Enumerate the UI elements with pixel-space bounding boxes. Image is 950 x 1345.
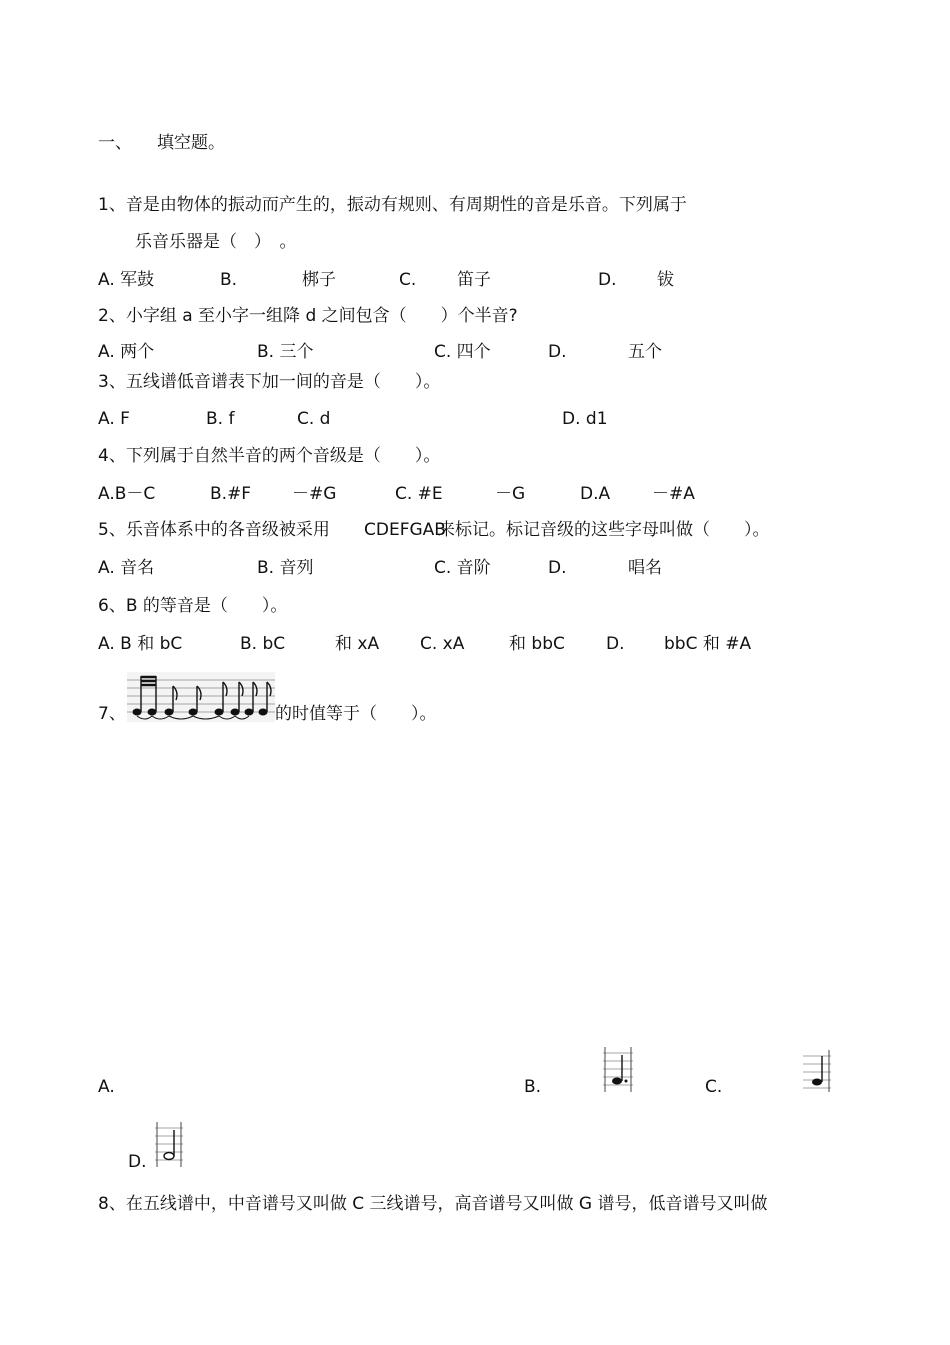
q5-option-d: D. — [548, 558, 567, 578]
q4-option-b-text: －#G — [292, 484, 337, 504]
question-5-text: 5、乐音体系中的各音级被采用 — [98, 520, 330, 540]
q4-option-c-text: －G — [495, 484, 526, 504]
q7-option-d: D. — [128, 1152, 147, 1172]
question-1-text-cont: 乐音乐器是（ ） 。 — [135, 232, 297, 252]
q2-option-b: B. 三个 — [257, 342, 314, 362]
question-4-text: 4、下列属于自然半音的两个音级是（ ）。 — [98, 446, 441, 466]
rhythm-notation-image — [127, 672, 275, 722]
q1-option-c: C. — [399, 270, 417, 290]
question-5-text-cont: 来标记。标记音级的这些字母叫做（ ）。 — [438, 520, 770, 540]
q2-option-c: C. 四个 — [434, 342, 491, 362]
q5-option-d-text: 唱名 — [628, 558, 662, 578]
question-7-prefix: 7、 — [98, 704, 126, 724]
q2-option-d: D. — [548, 342, 567, 362]
q7-option-b: B. — [524, 1077, 542, 1097]
q3-option-b: B. f — [206, 409, 235, 429]
question-6-text: 6、B 的等音是（ ）。 — [98, 596, 288, 616]
q7-option-c-note-image — [803, 1050, 831, 1092]
question-7-text: 的时值等于（ ）。 — [275, 704, 437, 724]
q3-option-c: C. d — [297, 409, 331, 429]
q1-option-d-text: 钹 — [657, 270, 674, 290]
q1-option-c-text: 笛子 — [457, 270, 491, 290]
question-2-text: 2、小字组 a 至小字一组降 d 之间包含（ ）个半音? — [98, 306, 518, 326]
q2-option-a: A. 两个 — [98, 342, 155, 362]
q6-option-d: D. — [606, 634, 625, 654]
section-number: 一、 — [98, 133, 132, 153]
section-title: 填空题。 — [157, 133, 225, 153]
question-8-text: 8、在五线谱中，中音谱号又叫做 C 三线谱号，高音谱号又叫做 G 谱号，低音谱号又叫做 — [98, 1194, 768, 1214]
q2-option-d-text: 五个 — [628, 342, 662, 362]
q1-option-b-text: 梆子 — [302, 270, 336, 290]
question-3-text: 3、五线谱低音谱表下加一间的音是（ ）。 — [98, 372, 441, 392]
q7-option-c: C. — [705, 1077, 723, 1097]
q7-option-d-note-image — [155, 1122, 183, 1167]
q5-option-b: B. 音列 — [257, 558, 314, 578]
q6-option-b: B. bC — [240, 634, 286, 654]
q7-option-b-note-image — [603, 1047, 633, 1092]
q4-option-a: A.B－C — [98, 484, 156, 504]
question-5-letters: CDEFGAB — [364, 520, 446, 540]
q5-option-a: A. 音名 — [98, 558, 155, 578]
q6-option-c-text: 和 bbC — [509, 634, 565, 654]
q3-option-d: D. d1 — [562, 409, 608, 429]
q6-option-a: A. B 和 bC — [98, 634, 183, 654]
q1-option-b: B. — [220, 270, 238, 290]
q7-option-a: A. — [98, 1077, 115, 1097]
q1-option-a: A. 军鼓 — [98, 270, 155, 290]
q3-option-a: A. F — [98, 409, 130, 429]
q4-option-c: C. #E — [395, 484, 443, 504]
q6-option-b-text: 和 xA — [335, 634, 380, 654]
q6-option-c: C. xA — [420, 634, 465, 654]
q4-option-d-text: －#A — [652, 484, 695, 504]
q4-option-b: B.#F — [210, 484, 252, 504]
question-1-text: 1、音是由物体的振动而产生的，振动有规则、有周期性的音是乐音。下列属于 — [98, 195, 687, 215]
q4-option-d: D.A — [580, 484, 611, 504]
q1-option-d: D. — [598, 270, 617, 290]
q5-option-c: C. 音阶 — [434, 558, 491, 578]
q6-option-d-text: bbC 和 #A — [664, 634, 752, 654]
